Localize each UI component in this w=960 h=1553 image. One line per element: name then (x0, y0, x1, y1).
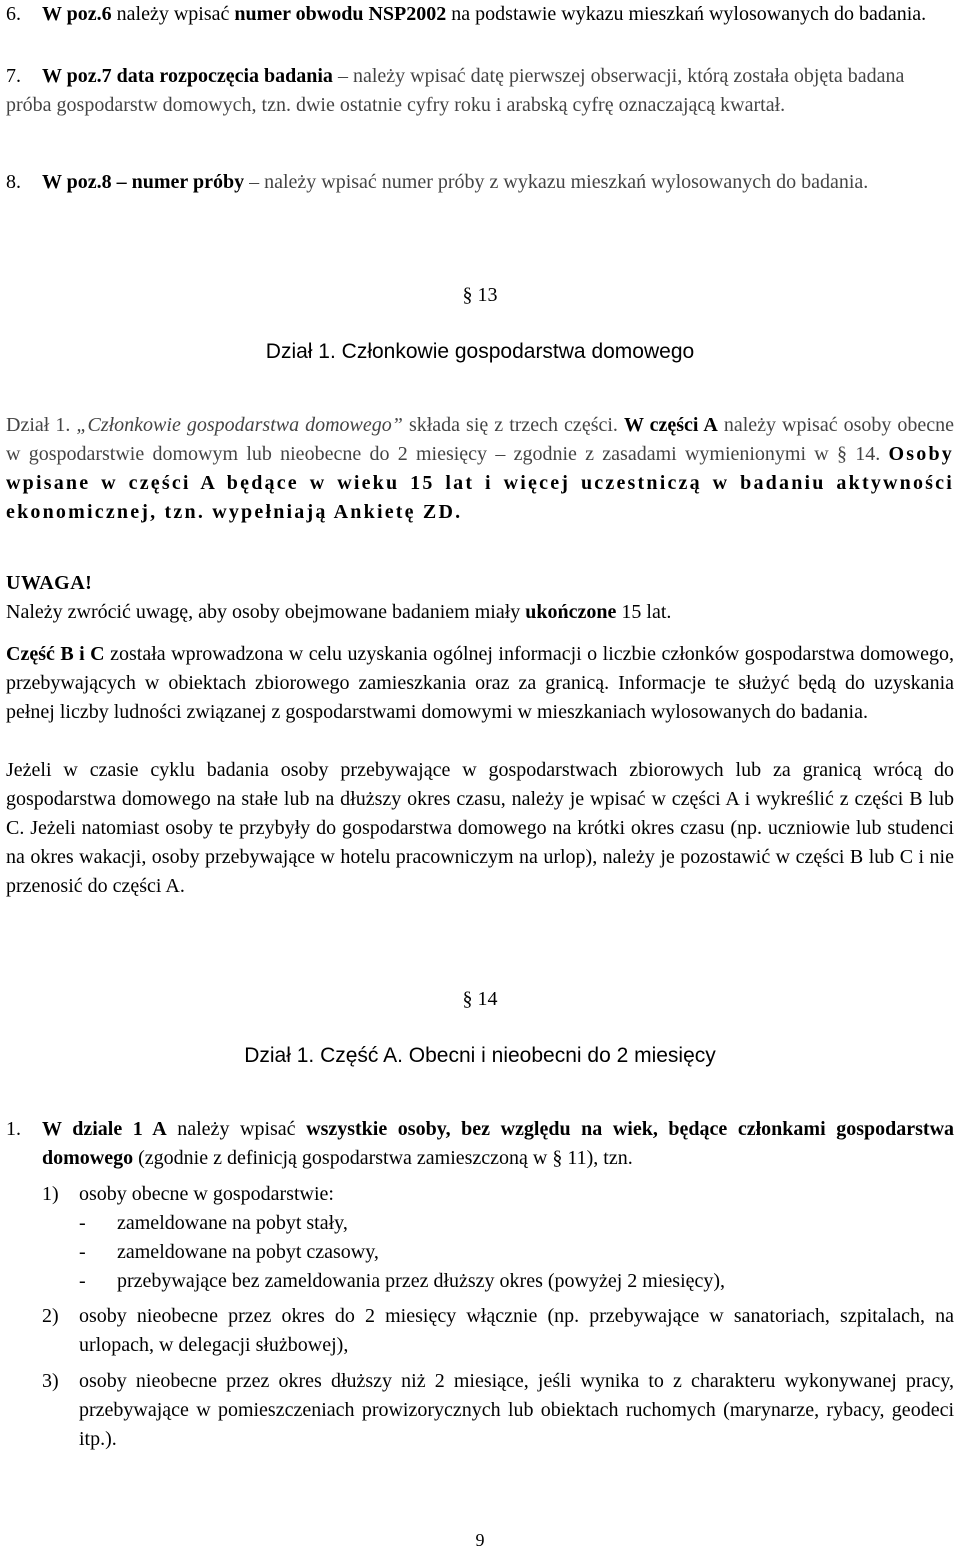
item-1-bold-2: wszystkie osoby, bez względu na wiek, będące członkami gospodarstwa domowego (42, 1118, 955, 1169)
dash-marker: - (79, 1241, 86, 1263)
p2-bold: Część B i C (6, 643, 105, 665)
p1-text: składa się z trzech części. (408, 414, 618, 436)
uwaga-text: Należy zwrócić uwagę, aby osoby obejmowane badaniem miały (6, 601, 521, 623)
item-6-lead: W poz.6 (42, 3, 112, 25)
item-8-bold: – numer próby (116, 171, 245, 193)
p1-italic: „Członkowie gospodarstwa domowego” (76, 414, 403, 436)
item-6-bold: numer obwodu NSP2002 (234, 3, 447, 25)
item-7-number: 7. (6, 65, 21, 87)
item-7-text: – należy wpisać datę pierwszej obserwacji, którą została objęta badana próba gospodarstw domowych, tzn. dwie ostatnie cyfry roku i arabską cyfrę oznaczającą kwartał. (6, 65, 905, 116)
section-14-heading: Dział 1. Część A. Obecni i nieobecni do 2 miesięcy (244, 1044, 716, 1067)
dash-marker: - (79, 1212, 86, 1234)
item-7-lead: W poz.7 (42, 65, 112, 87)
item-8-lead: W poz.8 (42, 171, 112, 193)
item-1-text-2: (zgodnie z definicją gospodarstwa zamieszczoną w § 11), tzn. (138, 1147, 633, 1169)
uwaga-bold: ukończone (525, 601, 617, 623)
item-7 (6, 62, 954, 120)
sub-item-2-number: 2) (42, 1305, 59, 1327)
section-13-paragraph-1 (6, 411, 954, 527)
dash-item-1-text: zameldowane na pobyt stały, (117, 1212, 348, 1234)
section-14-item-1-number: 1. (6, 1118, 21, 1140)
p1-bold: W części A (623, 414, 718, 436)
dash-item-2 (79, 1238, 379, 1267)
dash-item-3-text: przebywające bez zameldowania przez dłuższy okres (powyżej 2 miesięcy), (117, 1270, 726, 1292)
section-14-item-1 (6, 1115, 954, 1173)
item-6-text: należy wpisać (116, 3, 230, 25)
sub-item-2 (42, 1302, 954, 1360)
section-13-paragraph-3: Jeżeli w czasie cyklu badania osoby przebywające w gospodarstwach zbiorowych lub za granicą wrócą do gospodarstwa domowego na stałe lub na dłuższy okres czasu, należy je wpisać w części A i wykreślić z części B lub C. Jeżeli natomiast osoby te przybyły do gospodarstwa domowego na krótki okres czasu (np. uczniowie lub studenci na okres wakacji, osoby przebywające w hotelu pracowniczym na urlop), należy je pozostawić w części B lub C i nie przenosić do części A. (6, 759, 954, 897)
sub-item-1-text: osoby obecne w gospodarstwie: (79, 1183, 334, 1205)
item-6-text-end: na podstawie wykazu mieszkań wylosowanych do badania. (451, 3, 927, 25)
item-8 (6, 168, 954, 197)
p1-text-2: należy wpisać osoby obecne w gospodarstwie domowym lub nieobecne do 2 miesięcy – zgodnie z zasadami wymienionymi w § 14. (6, 414, 955, 465)
item-1-bold: W dziale 1 A (42, 1118, 167, 1140)
sub-item-1 (42, 1180, 954, 1209)
item-6 (6, 0, 954, 29)
section-13-paragraph-2 (6, 640, 954, 727)
section-13-heading: Dział 1. Członkowie gospodarstwa domowego (265, 340, 695, 363)
sub-item-1-number: 1) (42, 1183, 59, 1205)
sub-item-3-text: osoby nieobecne przez okres dłuższy niż 2 miesiące, jeśli wynika to z charakteru wykonywanej pracy, przebywające w pomieszczeniach prowizorycznych lub obiektach ruchomych (marynarze, rybacy, geodeci itp.). (79, 1370, 954, 1450)
sub-item-3 (42, 1367, 954, 1454)
dash-item-2-text: zameldowane na pobyt czasowy, (117, 1241, 379, 1263)
sub-item-3-number: 3) (42, 1370, 59, 1392)
section-13-sign: § 13 (462, 284, 498, 306)
item-6-number: 6. (6, 3, 21, 25)
uwaga-label: UWAGA! (6, 572, 93, 594)
p1-lead: Dział 1. (6, 414, 71, 436)
p2-text: została wprowadzona w celu uzyskania ogólnej informacji o liczbie członków gospodarstwa domowego, przebywających w obiektach zbiorowego zamieszkania oraz za granicą. Informacje te służyć będą do uzyskania pełnej liczby ludności związanej z gospodarstwami domowymi w mieszkaniach wylosowanych do badania. (6, 643, 955, 723)
dash-marker: - (79, 1270, 86, 1292)
uwaga-text-end: 15 lat. (621, 601, 672, 623)
page-number: 9 (475, 1530, 485, 1550)
item-7-bold: data rozpoczęcia badania (116, 65, 333, 87)
item-8-number: 8. (6, 171, 21, 193)
item-1-text: należy wpisać (177, 1118, 296, 1140)
uwaga-block (6, 569, 954, 627)
sub-item-2-text: osoby nieobecne przez okres do 2 miesięcy włącznie (np. przebywające w sanatoriach, szpitalach, na urlopach, w delegacji służbowej), (79, 1305, 954, 1356)
dash-item-3 (79, 1267, 725, 1296)
section-14-sign: § 14 (462, 988, 498, 1010)
p1-spaced-bold: Osoby wpisane w części A będące w wieku 15 lat i więcej uczestniczą w badaniu aktywności ekonomicznej, tzn. wypełniają Ankietę ZD. (6, 443, 954, 523)
dash-item-1 (79, 1209, 348, 1238)
item-8-text: – należy wpisać numer próby z wykazu mieszkań wylosowanych do badania. (249, 171, 869, 193)
